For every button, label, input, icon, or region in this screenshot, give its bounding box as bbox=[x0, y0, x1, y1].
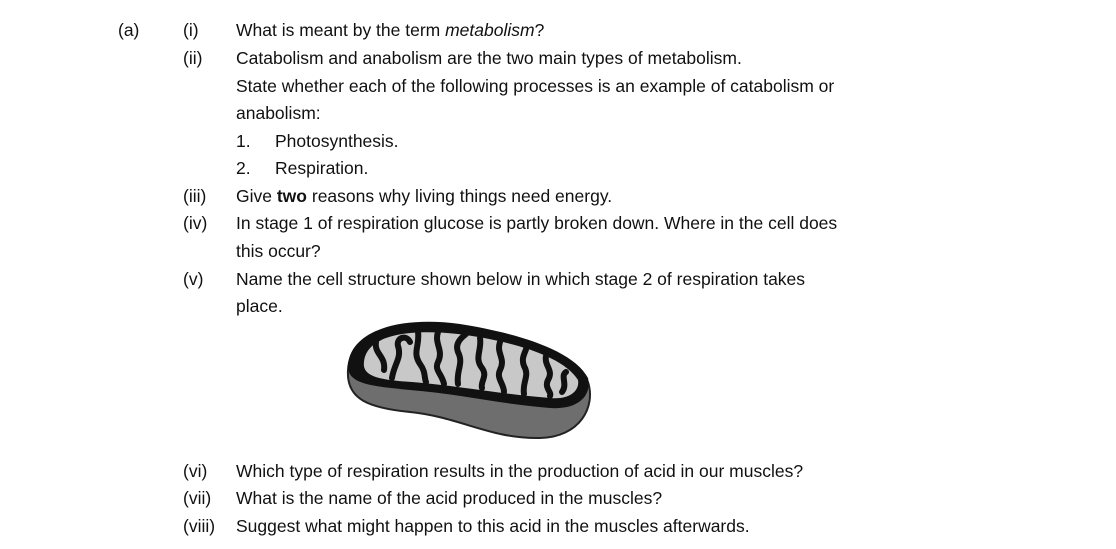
question-iv-line: In stage 1 of respiration glucose is partly broken down. Where in the cell does bbox=[236, 213, 838, 233]
question-number: (iii) bbox=[183, 186, 207, 206]
question-number: (iv) bbox=[183, 213, 208, 233]
question-iv-line: this occur? bbox=[236, 241, 321, 261]
question-iii bbox=[236, 185, 612, 207]
text: ? bbox=[534, 20, 545, 40]
part-label: (a) bbox=[118, 20, 140, 40]
question-number: (viii) bbox=[183, 516, 216, 536]
question-vi: Which type of respiration results in the production of acid in our muscles? bbox=[236, 461, 804, 481]
question-viii: Suggest what might happen to this acid in the muscles afterwards. bbox=[236, 516, 750, 536]
item-number: 2. bbox=[236, 158, 251, 178]
text: reasons why living things need energy. bbox=[307, 186, 613, 206]
question-ii-line: anabolism: bbox=[236, 103, 321, 123]
question-number: (i) bbox=[183, 20, 199, 40]
question-i bbox=[236, 19, 544, 41]
text: What is meant by the term bbox=[236, 20, 446, 40]
question-vii: What is the name of the acid produced in the muscles? bbox=[236, 488, 663, 508]
question-v-line: place. bbox=[236, 296, 283, 316]
question-ii-line: Catabolism and anabolism are the two main types of metabolism. bbox=[236, 48, 742, 68]
mitochondrion-image bbox=[340, 312, 596, 444]
text: Give bbox=[236, 186, 277, 206]
question-number: (ii) bbox=[183, 48, 203, 68]
italic-term: metabolism bbox=[445, 20, 535, 40]
question-number: (vi) bbox=[183, 461, 208, 481]
bold-word: two bbox=[276, 186, 307, 206]
question-ii-line: State whether each of the following processes is an example of catabolism or bbox=[236, 76, 835, 96]
question-number: (vii) bbox=[183, 488, 212, 508]
item-text: Photosynthesis. bbox=[275, 131, 399, 151]
item-text: Respiration. bbox=[275, 158, 369, 178]
question-number: (v) bbox=[183, 269, 204, 289]
item-number: 1. bbox=[236, 131, 251, 151]
question-v-line: Name the cell structure shown below in which stage 2 of respiration takes bbox=[236, 269, 806, 289]
